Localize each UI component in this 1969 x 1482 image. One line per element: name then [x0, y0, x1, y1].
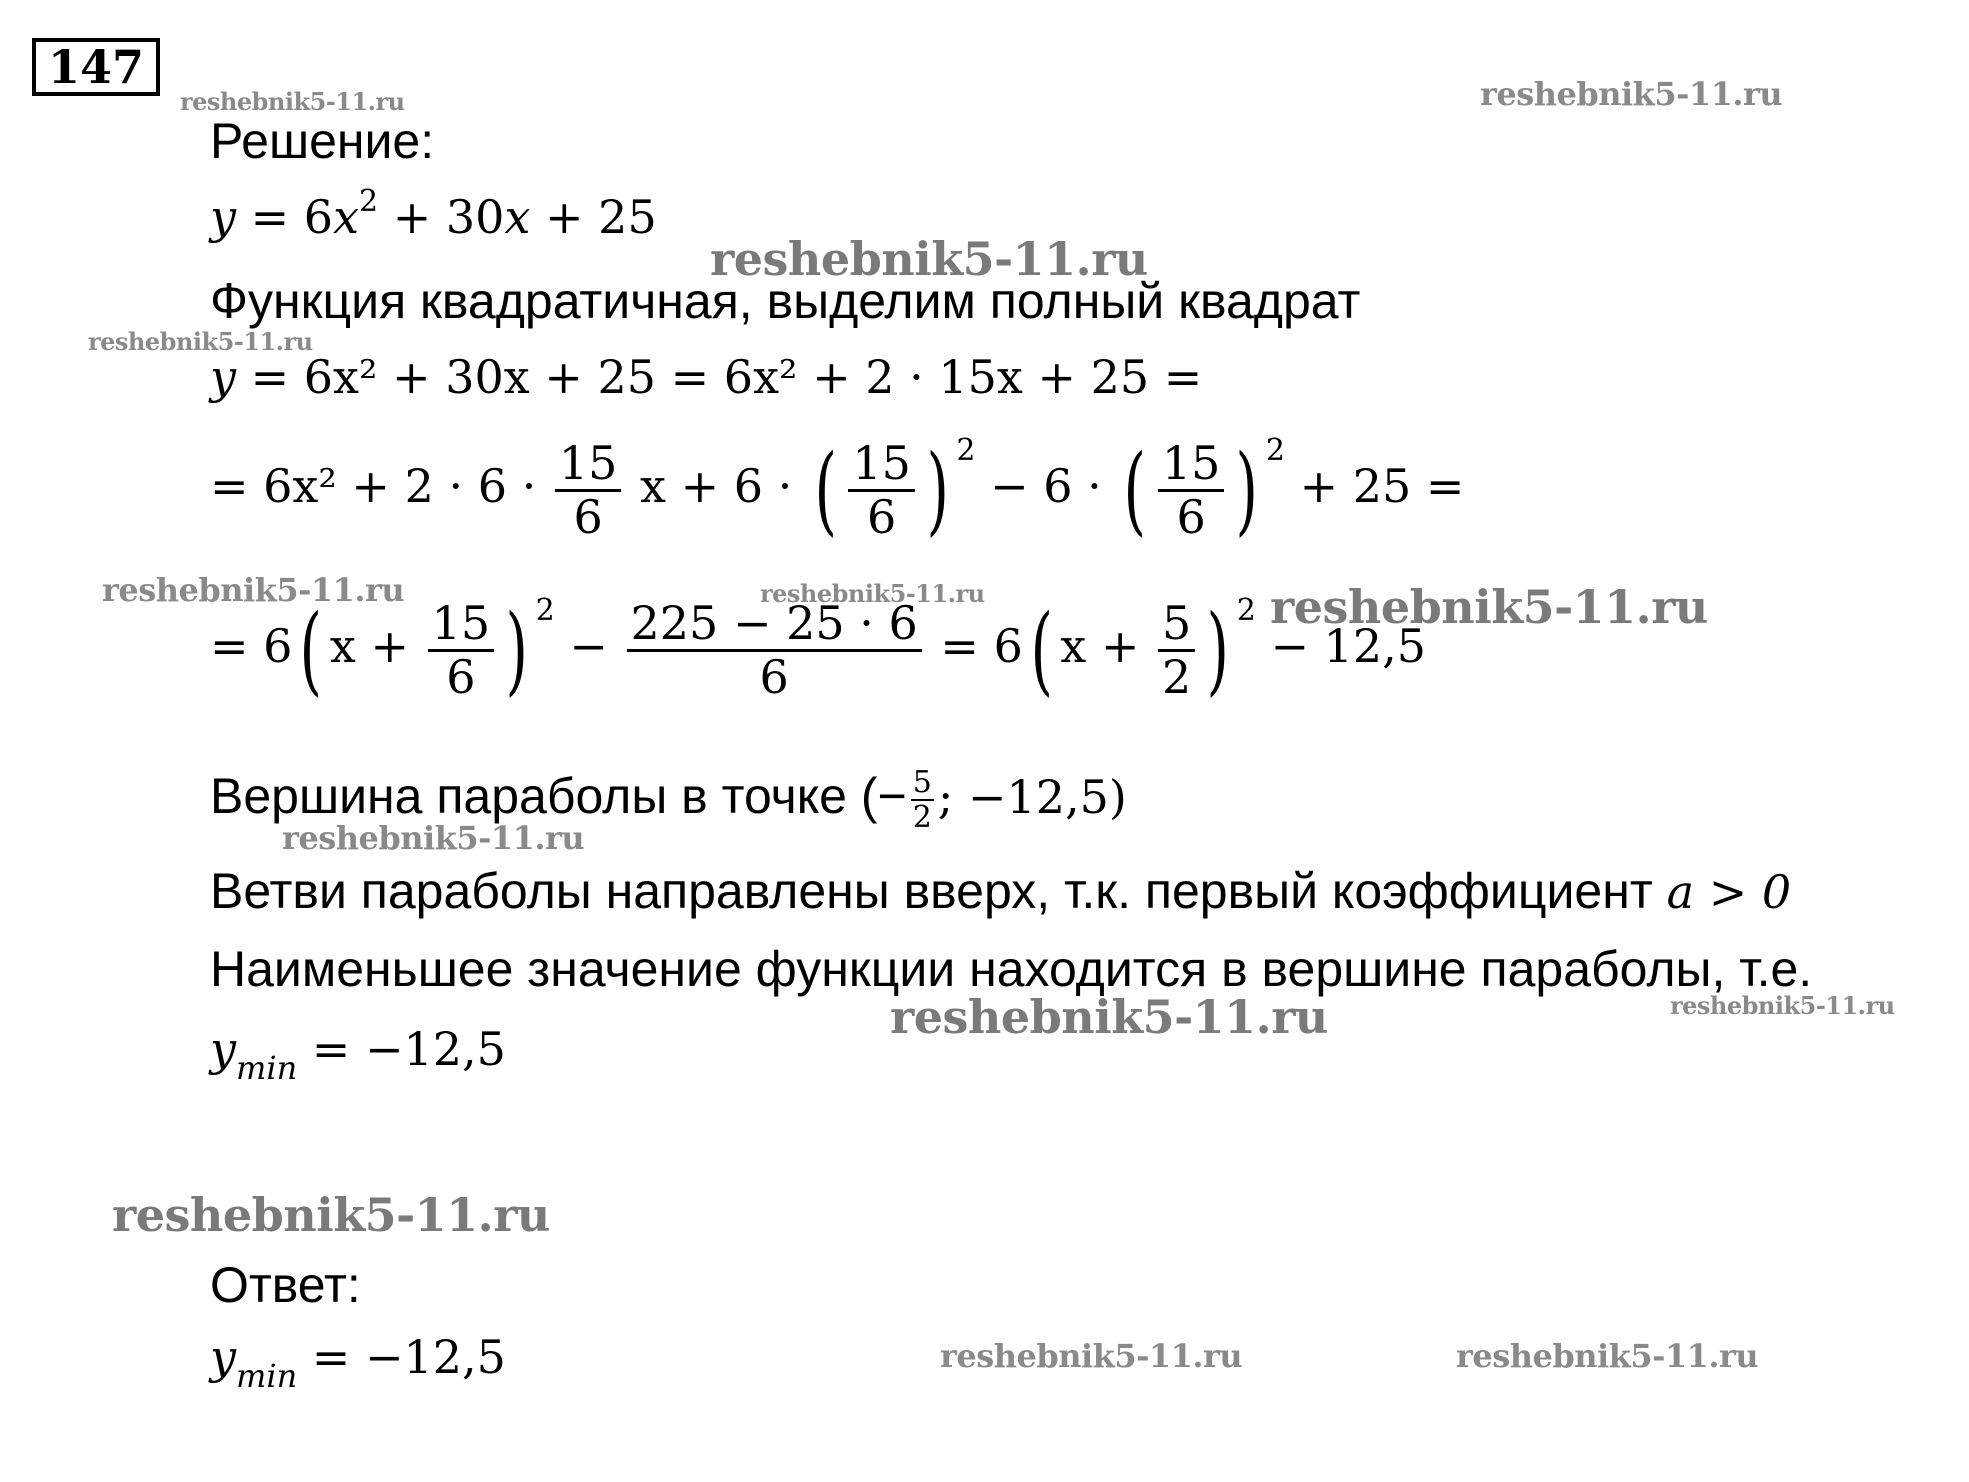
- step-2-mid: x + 6 ·: [640, 459, 793, 513]
- var-y: y: [210, 1330, 236, 1384]
- left-paren: (: [299, 594, 323, 706]
- numerator: 15: [428, 598, 495, 652]
- var-y: y: [210, 350, 236, 404]
- step-3-eq: = 6: [940, 619, 1023, 673]
- answer-value: = −12,5: [297, 1330, 506, 1384]
- step-1-expression: = 6x² + 30x + 25 = 6x² + 2 · 15x + 25 =: [250, 350, 1203, 404]
- right-paren: ): [926, 434, 949, 546]
- ymin-value: = −12,5: [297, 1022, 506, 1076]
- numerator: 225 − 25 · 6: [627, 598, 922, 652]
- denominator: 6: [867, 489, 897, 544]
- right-paren: ): [1206, 594, 1230, 706]
- step-3-tail: − 12,5: [1270, 619, 1427, 673]
- left-paren: (: [814, 434, 837, 546]
- description-text: Функция квадратичная, выделим полный квадрат: [210, 273, 1361, 329]
- exponent: 2: [535, 593, 555, 628]
- denominator: 2: [1162, 649, 1192, 704]
- fraction-15-6: [555, 435, 622, 544]
- denominator: 6: [759, 649, 789, 704]
- numerator: 15: [1158, 438, 1225, 492]
- vertex-line: [210, 766, 1127, 834]
- formula-part: = 6: [236, 190, 334, 244]
- answer-heading: Ответ:: [210, 1257, 361, 1313]
- min-text: Наименьшее значение функции находится в вершине параболы, т.е.: [210, 941, 1813, 997]
- step-3-minus: −: [569, 619, 608, 673]
- left-paren: (: [1123, 434, 1147, 546]
- watermark: reshebnik5-11.ru: [112, 1188, 550, 1242]
- var-x: x: [504, 190, 531, 244]
- watermark: reshebnik5-11.ru: [1456, 1337, 1759, 1375]
- fraction-15-6: [1158, 435, 1225, 544]
- denominator: 6: [446, 649, 476, 704]
- watermark: reshebnik5-11.ru: [1270, 580, 1708, 634]
- branches-line: [210, 863, 1792, 919]
- step-2-tail: + 25 =: [1299, 459, 1465, 513]
- exponent: 2: [1265, 433, 1285, 468]
- vertex-text: Вершина параболы в точке (−: [210, 768, 907, 825]
- numerator: 15: [555, 438, 622, 492]
- denominator: 6: [1176, 489, 1206, 544]
- watermark: reshebnik5-11.ru: [1670, 991, 1895, 1020]
- numerator: 5: [1158, 598, 1195, 652]
- vertex-fraction: [911, 766, 934, 834]
- watermark: reshebnik5-11.ru: [282, 819, 585, 857]
- fraction-5-2: [1158, 595, 1195, 704]
- fraction-225: [627, 595, 922, 704]
- numerator: 15: [848, 438, 915, 492]
- watermark: reshebnik5-11.ru: [102, 571, 405, 609]
- step-3-x-plus: x +: [329, 619, 409, 673]
- vertex-tail: ; −12,5): [937, 770, 1127, 825]
- answer-line: [210, 1330, 506, 1395]
- step-1: [210, 350, 1203, 404]
- right-paren: ): [1235, 434, 1259, 546]
- denominator: 2: [912, 800, 932, 835]
- watermark: reshebnik5-11.ru: [180, 87, 405, 116]
- subscript-min: min: [236, 1357, 298, 1395]
- branches-text: Ветви параболы направлены вверх, т.к. первый коэффициент: [210, 863, 1653, 919]
- var-y: y: [210, 1022, 236, 1076]
- formula-part: + 30: [378, 190, 505, 244]
- fraction-15-6: [848, 435, 915, 544]
- watermark: reshebnik5-11.ru: [760, 579, 985, 608]
- subscript-min: min: [236, 1049, 298, 1087]
- step-2-minus: − 6 ·: [990, 459, 1102, 513]
- function-formula: [210, 184, 657, 244]
- watermark: reshebnik5-11.ru: [1480, 75, 1783, 113]
- fraction-15-6: [428, 595, 495, 704]
- step-3-x-plus: x +: [1060, 619, 1140, 673]
- step-2: [210, 433, 1465, 546]
- branches-condition: a > 0: [1666, 865, 1792, 919]
- var-x: x: [333, 190, 360, 244]
- step-3-lead: = 6: [210, 619, 293, 673]
- problem-number: 147: [32, 38, 160, 96]
- ymin-line: [210, 1022, 506, 1087]
- step-2-lead: = 6x² + 2 · 6 ·: [210, 459, 537, 513]
- watermark: reshebnik5-11.ru: [890, 990, 1328, 1044]
- left-paren: (: [1030, 594, 1053, 706]
- watermark: reshebnik5-11.ru: [710, 232, 1148, 286]
- exponent: 2: [956, 433, 976, 468]
- denominator: 6: [573, 489, 603, 544]
- formula-part: + 25: [530, 190, 657, 244]
- exponent: 2: [1236, 593, 1256, 628]
- solution-heading: Решение:: [210, 113, 435, 169]
- watermark: reshebnik5-11.ru: [940, 1337, 1243, 1375]
- right-paren: ): [505, 594, 529, 706]
- exponent: 2: [359, 184, 379, 219]
- watermark: reshebnik5-11.ru: [88, 327, 313, 356]
- numerator: 5: [912, 765, 932, 800]
- var-y: y: [210, 190, 236, 244]
